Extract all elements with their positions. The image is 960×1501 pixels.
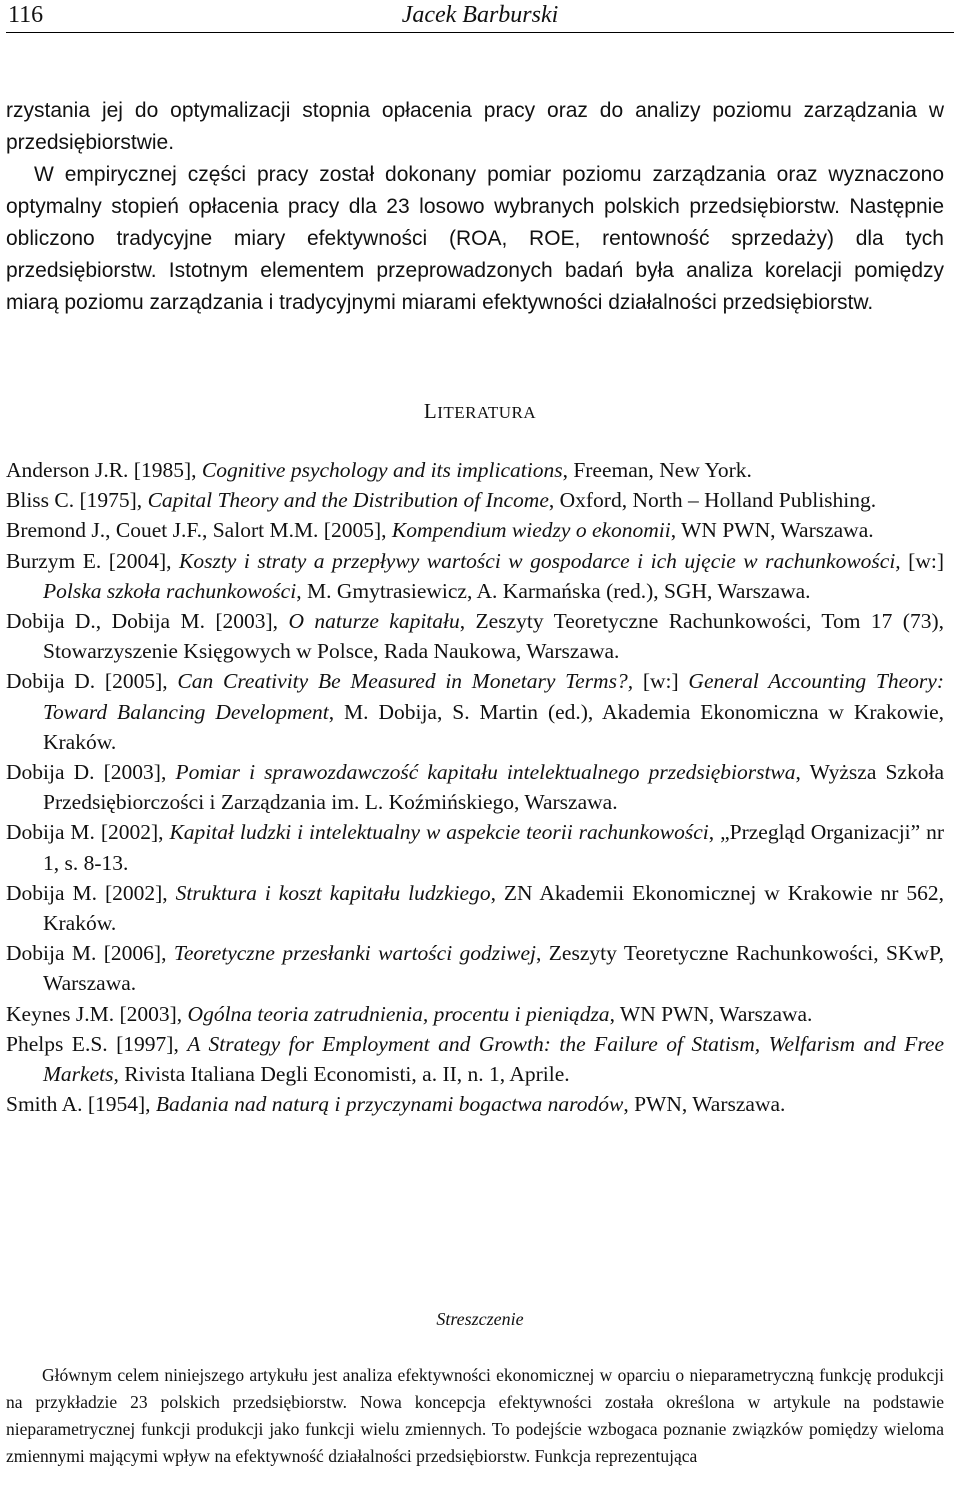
reference-item: Anderson J.R. [1985], Cognitive psychology and its implications, Freeman, New York.	[6, 458, 752, 482]
reference-item: Dobija D., Dobija M. [2003], O naturze kapitału, Zeszyty Teoretyczne Rachunkowości, Tom 17 (73), Stowarzyszenie Księgowych w Polsce, Rada Naukowa, Warszawa.	[6, 609, 944, 664]
paragraph-1: rzystania jej do optymalizacji stopnia opłacenia pracy oraz do analizy poziomu zarządzania w przedsiębiorstwie.	[6, 99, 944, 154]
reference-item: Bremond J., Couet J.F., Salort M.M. [2005], Kompendium wiedzy o ekonomii, WN PWN, Warszawa.	[6, 518, 874, 543]
summary-heading: Streszczenie	[436, 1309, 524, 1329]
literature-heading-initial: L	[423, 399, 438, 423]
reference-item: Bliss C. [1975], Capital Theory and the Distribution of Income, Oxford, North – Holland Publishing.	[6, 488, 877, 513]
reference-item: Smith A. [1954], Badania nad naturą i przyczynami bogactwa narodów, PWN, Warszawa.	[6, 1092, 786, 1117]
body-text	[6, 95, 944, 319]
references-list	[6, 455, 944, 1119]
literature-heading-rest: ITERATURA	[437, 403, 537, 422]
reference-item: Burzym E. [2004], Koszty i straty a przepływy wartości w gospodarce i ich ujęcie w rachunkowości, [w:] Polska szkoła rachunkowości, M. Gmytrasiewicz, A. Karmańska (red.), SGH, Warszawa.	[6, 548, 944, 603]
reference-item: Dobija M. [2002], Kapitał ludzki i intelektualny w aspekcie teorii rachunkowości, „Przegląd Organizacji” nr 1, s. 8-13.	[6, 820, 945, 875]
summary-text	[6, 1362, 944, 1470]
running-head: Jacek Barburski	[401, 2, 559, 28]
paragraph-2: W empirycznej części pracy został dokonany pomiar poziomu zarządzania oraz wyznaczono optymalny stopień opłacenia pracy dla 23 losowo wybranych polskich przedsiębiorstw. Następnie obliczono tradycyjne miary efektywności (ROA, ROE, rentowność sprzedaży) dla tych przedsiębiorstw. Istotnym elementem przeprowadzonych badań była analiza korelacji pomiędzy miarą poziomu zarządzania i tradycyjnymi miarami efektywności działalności przedsiębiorstw.	[6, 163, 944, 314]
summary-paragraph: Głównym celem niniejszego artykułu jest analiza efektywności ekonomicznej w oparciu o nieparametryczną funkcję produkcji na przykładzie 23 polskich przedsiębiorstw. Nowa koncepcja efektywności została określona w artykule na podstawie nieparametrycznej funkcji produkcji jako funkcji wielu zmiennych. To podejście wzbogaca poznanie związków pomiędzy wieloma zmiennymi mającymi wpływ na efektywność działalności przedsiębiorstw. Funkcja reprezentująca	[6, 1365, 944, 1466]
reference-item: Phelps E.S. [1997], A Strategy for Employment and Growth: the Failure of Statism, Welfarism and Free Markets, Rivista Italiana Degli Economisti, a. II, n. 1, Aprile.	[6, 1031, 944, 1087]
reference-item: Dobija M. [2006], Teoretyczne przesłanki wartości godziwej, Zeszyty Teoretyczne Rachunkowości, SKwP, Warszawa.	[6, 941, 944, 996]
page-header	[6, 0, 954, 33]
reference-item: Dobija M. [2002], Struktura i koszt kapitału ludzkiego, ZN Akademii Ekonomicznej w Krakowie nr 562, Kraków.	[6, 880, 945, 936]
reference-item: Keynes J.M. [2003], Ogólna teoria zatrudnienia, procentu i pieniądza, WN PWN, Warszawa.	[6, 1001, 813, 1026]
reference-item: Dobija D. [2005], Can Creativity Be Measured in Monetary Terms?, [w:] General Accounting Theory: Toward Balancing Development, M. Dobija, S. Martin (ed.), Akademia Ekonomiczna w Krakowie, Kraków.	[6, 669, 945, 754]
page-number: 116	[8, 2, 44, 28]
literature-heading	[0, 396, 960, 428]
reference-item: Dobija D. [2003], Pomiar i sprawozdawczość kapitału intelektualnego przedsiębiorstwa, Wyższa Szkoła Przedsiębiorczości i Zarządzania im. L. Koźmińskiego, Warszawa.	[6, 760, 944, 815]
